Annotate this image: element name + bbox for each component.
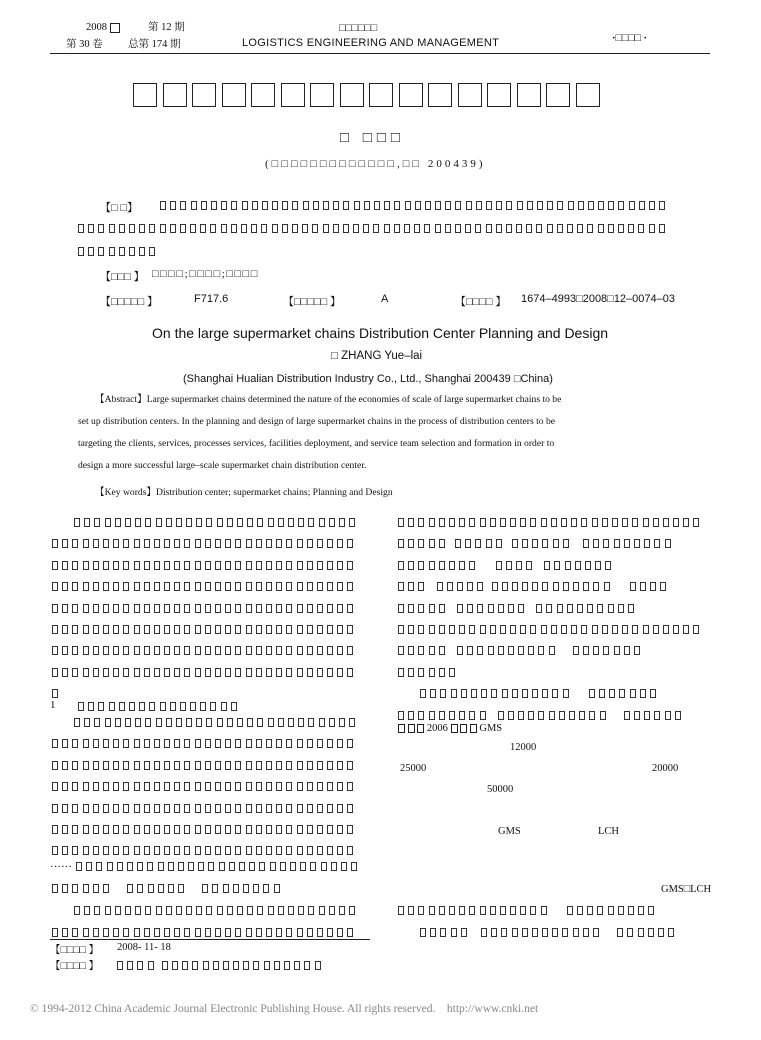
footnote-rule	[50, 939, 370, 940]
copyright-footer: © 1994-2012 China Academic Journal Electronic Publishing House. All rights reserved. http://www.cnki.net	[30, 1003, 539, 1015]
body-left-column-2	[52, 718, 372, 868]
affiliation-en: (Shanghai Hualian Distribution Industry Co., Ltd., Shanghai 200439 □China)	[183, 373, 553, 385]
received-label: 【□□□□ 】	[50, 945, 99, 956]
header-column: ·□□□□ ·	[612, 33, 647, 44]
abstract-cn-line-2	[78, 224, 665, 233]
right-num-20000: 20000	[652, 763, 679, 774]
article-title-cn	[133, 83, 600, 107]
left-line-sparse	[52, 884, 280, 893]
received-date: 2008- 11- 18	[117, 942, 171, 953]
header-year: 2008	[86, 21, 120, 34]
article-id-label: 【□□□□ 】	[455, 296, 507, 308]
right-num-25000: 25000	[400, 763, 427, 774]
section-1-number: 1	[50, 699, 56, 711]
abstract-en-line-1: 【Abstract】Large supermarket chains determined the nature of the economies of scale of large supermarket chains to be	[95, 394, 562, 405]
header-volume: 第 30 卷	[66, 39, 103, 50]
keywords-en: 【Key words】Distribution center; supermarket chains; Planning and Design	[95, 487, 393, 498]
abstract-cn-line-3	[78, 247, 155, 256]
right-num-gms: GMS	[498, 826, 521, 837]
right-line-2006: 2006 GMS	[398, 723, 502, 734]
author-cn: □ □□□	[340, 130, 405, 146]
body-right-column	[398, 518, 713, 732]
article-id-value: 1674–4993□2008□12–0074–03	[521, 293, 675, 305]
right-num-gms-lch: GMS□LCH	[661, 884, 712, 895]
left-line-b	[52, 928, 353, 937]
clc-label: 【□□□□□ 】	[100, 296, 158, 308]
keywords-label-cn: 【□□□ 】	[100, 271, 145, 283]
clc-value: F717.6	[194, 293, 229, 305]
header-issue: 第 12 期	[148, 22, 185, 33]
right-line-bottom-1	[398, 906, 654, 915]
right-num-12000: 12000	[510, 742, 537, 753]
bio-label: 【□□□□ 】	[50, 961, 99, 972]
abstract-cn-line-1	[160, 201, 665, 210]
abstract-en-line-2: set up distribution centers. In the planning and design of large supermarket chains in the process of distribution centers to be	[78, 416, 555, 427]
affiliation-cn: (□□□□□□□□□□□□□,□□ 200439)	[265, 158, 486, 170]
bio-text	[117, 961, 321, 970]
left-ellipsis: ……	[50, 858, 72, 870]
section-1-heading	[78, 702, 237, 711]
keywords-cn: □□□□;□□□□;□□□□	[152, 268, 259, 280]
left-line-ellipsis	[76, 862, 357, 871]
title-en: On the large supermarket chains Distribution Center Planning and Design	[152, 325, 609, 341]
right-num-lch: LCH	[598, 826, 619, 837]
doc-code-value: A	[381, 293, 389, 305]
doc-code-label: 【□□□□□ 】	[283, 296, 341, 308]
header-rule	[50, 53, 710, 54]
right-line-bottom-2	[420, 928, 674, 937]
abstract-label-cn: 【□ □】	[100, 202, 139, 214]
body-left-column	[52, 518, 372, 706]
abstract-en-line-4: design a more successful large–scale supermarket chain distribution center.	[78, 460, 367, 471]
abstract-en-line-3: targeting the clients, services, processes services, facilities deployment, and service team selection and formation in order to	[78, 438, 555, 449]
left-line-a	[74, 906, 355, 915]
header-journal-en: LOGISTICS ENGINEERING AND MANAGEMENT	[242, 37, 500, 49]
right-num-50000: 50000	[487, 784, 514, 795]
author-en: □ ZHANG Yue–lai	[331, 350, 423, 362]
header-journal-cn: □□□□□□	[339, 23, 378, 34]
header-total-issue: 总第 174 期	[128, 39, 181, 50]
